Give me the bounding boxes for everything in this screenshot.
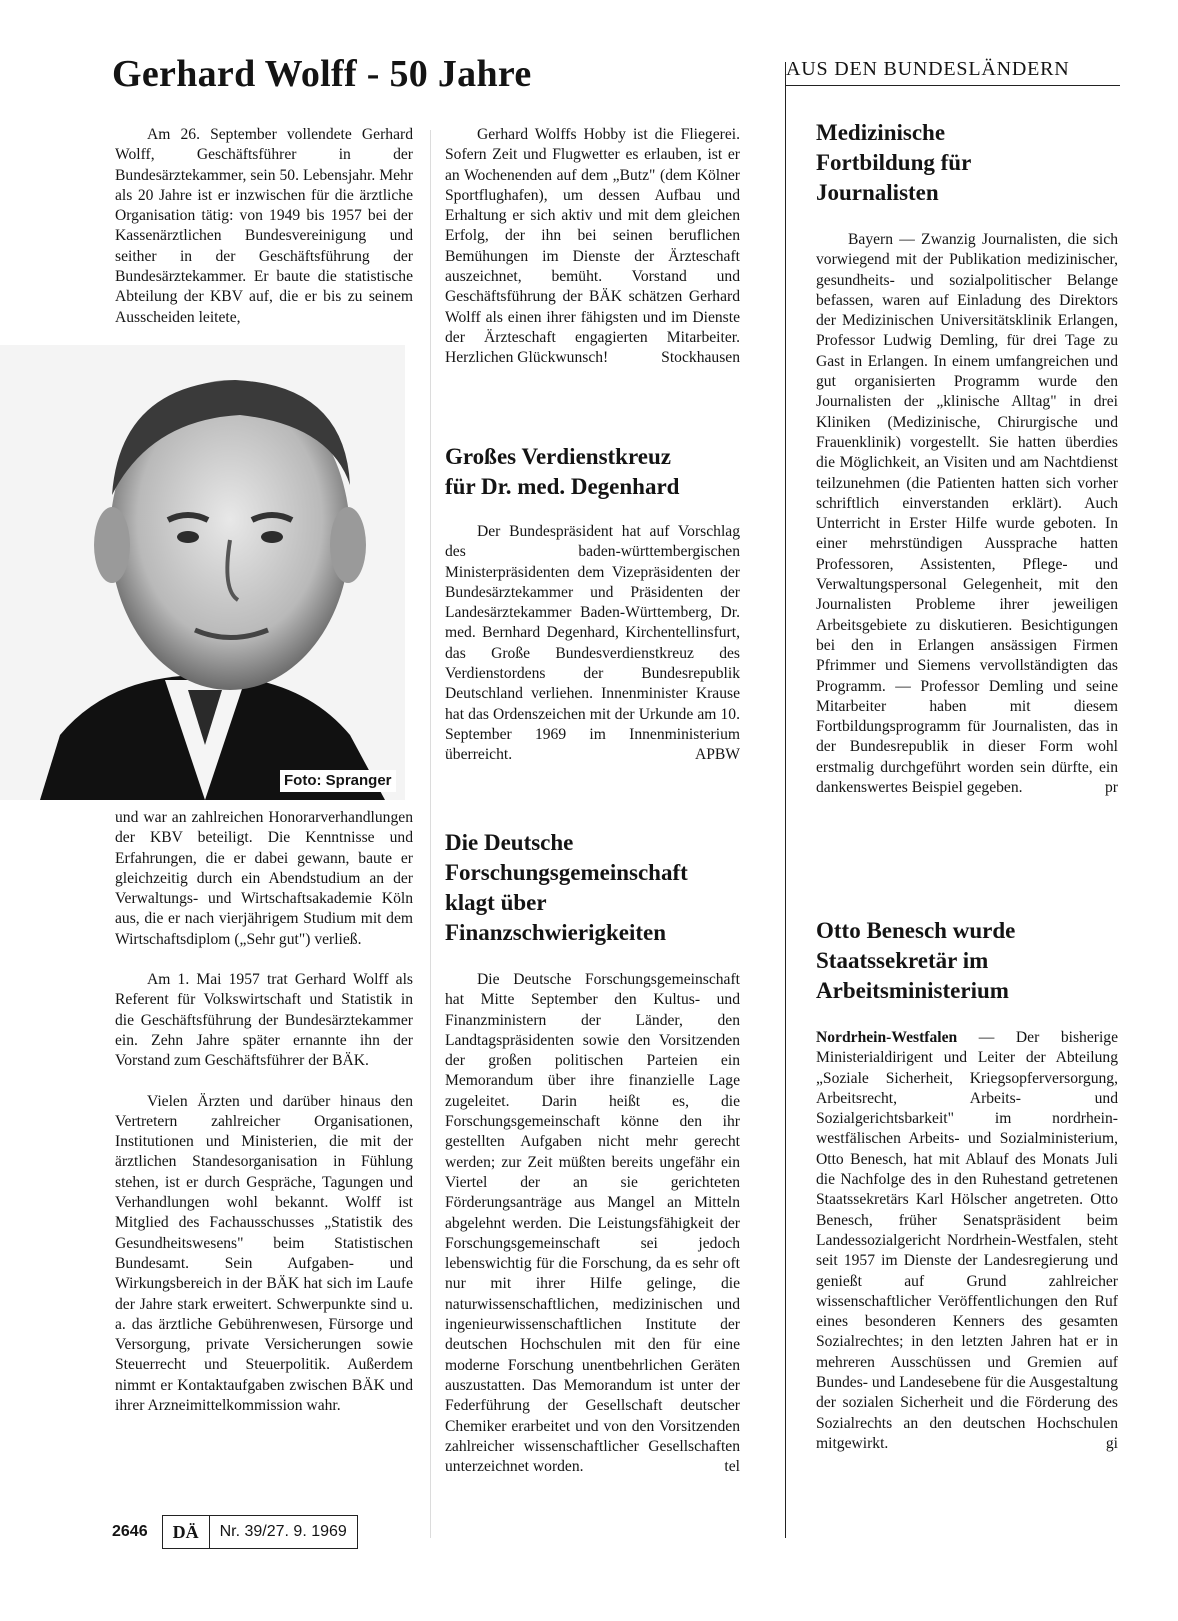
portrait-illustration (0, 345, 405, 800)
page-footer (112, 1514, 358, 1550)
fortbildung-headline-line-1: Medizinische (816, 120, 946, 145)
benesch-signature: gi (1105, 1434, 1118, 1452)
benesch-headline-line-3: Arbeitsministerium (816, 978, 1009, 1003)
page-number: 2646 (112, 1523, 148, 1540)
wolff-paragraph-4-text: Gerhard Wolffs Hobby ist die Fliegerei. Sofern Zeit und Flugwetter es erlauben, ist er an Wochenenden auf dem „Butz" (dem Kölner Sportflughafen), um dessen Aufbau und Erhaltung er sich aktiv und mit dem gleichen Erfolg, der ihn bei seinen beruflichen Bemühungen im Dienste der Ärzteschaft auszeichnet, bemüht. Vorstand und Geschäftsführung der BÄK schätzen Gerhard Wolff als einen ihrer fähigsten und im Dienste der Ärzteschaft engagierten Mitarbeiter. Herzlichen Glückwunsch! (445, 126, 740, 367)
dfg-headline-line-3: klagt über (445, 890, 547, 915)
dfg-headline-line-1: Die Deutsche (445, 830, 574, 855)
wolff-paragraph-1: Am 26. September vollendete Gerhard Wolff, Geschäftsführer in der Bundesärztekammer, sein 50. Lebensjahr. Mehr als 20 Jahre ist er inzwischen für die ärztliche Organisation tätig: von 1949 bis 1957 bei der Kassenärztlichen Bundesvereinigung und seither in der Geschäftsführung der Bundesärztekammer. Er baute die statistische Abteilung der KBV auf, die er bis zu seinem Ausscheiden leitete, (115, 126, 413, 326)
dfg-signature: tel (724, 1458, 740, 1476)
wolff-paragraph-3: Vielen Ärzten und darüber hinaus den Vertretern zahlreicher Organisationen, Institutionen und Ministerien, die mit der ärztlichen Standesorganisation in Fühlung stehen, ist er durch Gespräche, Tagungen und Verhandlungen wohl bekannt. Wolff ist Mitglied des Fachausschusses „Statistik des Gesundheitswesens" beim Statistischen Bundesamt. Sein Aufgaben- und Wirkungsbereich in der BÄK hat sich im Laufe der Jahre stark erweitert. Schwerpunkte sind u. a. das ärztliche Gebührenwesen, Fürsorge und Versorgung, private Versicherungen sowie Steuerrecht und Steuerpolitik. Außerdem nimmt er Kontaktaufgaben zwischen BÄK und ihrer Arzneimittelkommission wahr. (115, 1092, 413, 1415)
wolff-article-intro (115, 125, 413, 328)
benesch-headline-line-2: Staatssekretär im (816, 948, 989, 973)
journal-logo: DÄ (163, 1516, 210, 1548)
portrait-photo (0, 345, 405, 800)
dfg-body: Die Deutsche Forschungsgemeinschaft hat Mitte September den Kultus- und Finanzministern der Länder, den Landtagspräsidenten sowie den Vorsitzenden der großen politischen Parteien ein Memorandum über ihre finanzielle Lage zugeleitet. Darin heißt es, die Forschungsgemeinschaft könne den ihr gestellten Aufgaben nicht mehr gerecht werden; zur Zeit müßten bereits ungefähr ein Viertel der an sie gerichteten Förderungsanträge aus Mangel an Mitteln abgelehnt werden. Die Leistungsfähigkeit der Forschungsgemeinschaft sei jedoch lebenswichtig für die Forschung, da es sehr oft nur mit ihrer Hilfe gelinge, die naturwissenschaftlichen, medizinischen und ingenieurwissenschaftlichen Institute der deutschen Hochschulen mit den für eine moderne Forschung unentbehrlichen Geräten auszustatten. Das Memorandum ist unter der Federführung der Gesellschaft deutscher Chemiker erarbeitet und von den Vorsitzenden zahlreicher wissenschaftlicher Gesellschaften unterzeichnet worden. (445, 971, 740, 1476)
degenhard-signature: APBW (694, 746, 740, 764)
degenhard-headline (445, 442, 740, 502)
benesch-dateline: Nordrhein-Westfalen (816, 1029, 958, 1046)
fortbildung-body: Bayern — Zwanzig Journalisten, die sich vorwiegend mit der Publikation medizinischer, gesundheits- und sozialpolitischer Belange befassen, waren auf Einladung des Direktors der Medizinischen Universitätsklinik Erlangen, Professor Ludwig Demling, für drei Tage zu Gast in Erlangen. In einem umfangreichen und gut organisierten Programm wurde den Journalisten der „klinische Alltag" in drei Kliniken (Medizinische, Chirurgische und Frauenklinik) vorgestellt. Sie hatten überdies die Möglichkeit, an Visiten und am Nachtdienst teilzunehmen (die Patienten hatten sich vorher schriftlich einverstanden erklärt). Auch Unterricht in Erster Hilfe wurde geboten. In einer mehrstündigen Aussprache hatten Professoren, Assistenten, Pflege- und Verwaltungspersonal Gelegenheit, mit den Journalisten Probleme ihrer jeweiligen Arbeitsgebiete zu diskutieren. Besichtigungen bei den in Erlangen ansässigen Firmen Pfrimmer und Siemens vervollständigten das Programm. — Professor Demling und seine Mitarbeiter haben mit diesem Fortbildungsprogramm für Journalisten, das in der Bundesrepublik in dieser Form wohl erstmalig durchgeführt worden sein dürfte, ein dankenswertes Beispiel gegeben. (816, 231, 1118, 797)
column-divider (430, 130, 431, 1538)
wolff-paragraph-1-cont: und war an zahlreichen Honorarverhandlungen der KBV beteiligt. Die Kenntnisse und Erfahrungen, die er dabei gewann, baute er gleichzeitig durch ein Abendstudium an der Verwaltungs- und Wirtschaftsakademie Köln aus, die er nach vierjährigem Studium mit dem Wirtschaftsdiplom („Sehr gut") verließ. (115, 809, 413, 948)
dfg-headline-line-4: Finanzschwierigkeiten (445, 920, 667, 945)
fortbildung-headline (816, 118, 1118, 208)
dfg-article (445, 970, 740, 1477)
benesch-headline (816, 916, 1118, 1006)
degenhard-body: Der Bundespräsident hat auf Vorschlag des baden-württembergischen Ministerpräsidenten dem Vizepräsidenten der Bundesärztekammer und Präsidenten der Landesärztekammer Baden-Württemberg, Dr. med. Bernhard Degenhard, Kirchentellinsfurt, das Große Bundesverdienstkreuz des Verdienstordens der Bundesrepublik Deutschland verliehen. Innenminister Krause hat das Ordenszeichen mit der Urkunde am 10. September 1969 im Innenministerium überreicht. (445, 523, 740, 764)
fortbildung-headline-line-3: Journalisten (816, 180, 939, 205)
benesch-article (816, 1028, 1118, 1454)
wolff-paragraph-2: Am 1. Mai 1957 trat Gerhard Wolff als Referent für Volkswirtschaft und Statistik in die Geschäftsführung der Bundesärztekammer ein. Zehn Jahre später ernannte ihn der Vorstand zum Geschäftsführer der BÄK. (115, 971, 413, 1070)
photo-credit: Foto: Spranger (280, 770, 396, 792)
benesch-headline-line-1: Otto Benesch wurde (816, 918, 1016, 943)
degenhard-headline-line-1: Großes Verdienstkreuz (445, 444, 671, 469)
degenhard-article (445, 522, 740, 766)
section-label: AUS DEN BUNDESLÄNDERN (786, 58, 1120, 86)
issue-number: Nr. 39/27. 9. 1969 (219, 1523, 347, 1540)
dfg-headline-line-2: Forschungsgemeinschaft (445, 860, 688, 885)
fortbildung-article (816, 230, 1118, 798)
wolff-article-continued (115, 808, 413, 1416)
fortbildung-signature: pr (1105, 779, 1118, 797)
wolff-article-end (445, 125, 740, 369)
section-divider (785, 62, 786, 1538)
fortbildung-headline-line-2: Fortbildung für (816, 150, 972, 175)
issue-box (162, 1515, 358, 1549)
benesch-body: — Der bisherige Ministerialdirigent und Leiter der Abteilung „Soziale Sicherheit, Kriegsopferversorgung, Arbeitsrecht, Arbeits- und Sozialgerichtsbarkeit" im nordrhein-westfälischen Arbeits- und Sozialministerium, Otto Benesch, hat mit Ablauf des Monats Juli die Nachfolge des in den Ruhestand getretenen Staatssekretärs Karl Hölscher angetreten. Otto Benesch, früher Senatspräsident beim Landessozialgericht Nordrhein-Westfalen, steht seit 1957 im Dienste der Landesregierung und genießt auf Grund zahlreicher wissenschaftlicher Veröffentlichungen den Ruf eines besonderen Kenners des gesamten Sozialrechtes; in den letzten Jahren hat er in mehreren Ausschüssen und Gremien auf Bundes- und Landesebene für die Ausgestaltung der sozialen Sicherheit und die Förderung des Sozialrechts an den deutschen Hochschulen mitgewirkt. (816, 1029, 1118, 1452)
degenhard-headline-line-2: für Dr. med. Degenhard (445, 474, 680, 499)
dfg-headline (445, 828, 740, 948)
wolff-signature: Stockhausen (661, 349, 740, 367)
page-title: Gerhard Wolff - 50 Jahre (112, 53, 532, 95)
wolff-paragraph-4 (445, 125, 740, 369)
